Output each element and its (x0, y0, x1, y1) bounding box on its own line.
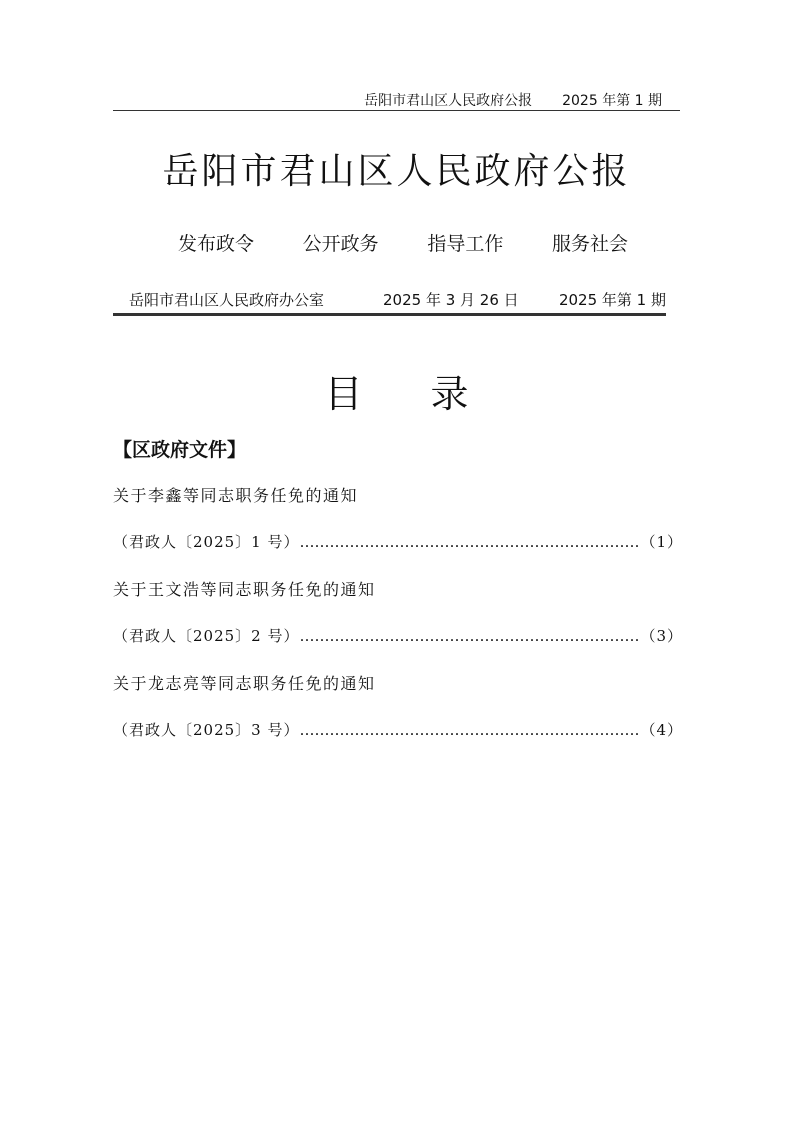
slogan-row (178, 230, 628, 258)
toc-entry-line (113, 716, 683, 744)
masthead-title: 岳阳市君山区人民政府公报 (162, 151, 631, 192)
issue-office: 岳阳市君山区人民政府办公室 (129, 291, 325, 309)
toc-doc-number: （君政人〔2025〕1 号） (113, 533, 300, 551)
slogan-item: 指导工作 (427, 233, 504, 255)
toc-leader-dots (300, 716, 641, 744)
toc-entry-line (113, 622, 683, 650)
toc-entry-line (113, 528, 683, 556)
issue-bar (113, 286, 666, 316)
running-header-issue: 2025 年第 1 期 (562, 93, 662, 109)
slogan-item: 公开政务 (302, 233, 379, 255)
section-heading: 【区政府文件】 (113, 439, 247, 461)
toc-entry[interactable] (113, 576, 683, 670)
toc-entry[interactable] (113, 670, 683, 764)
toc-entry[interactable] (113, 482, 683, 576)
issue-number: 2025 年第 1 期 (558, 291, 666, 309)
toc-leader-dots (300, 622, 641, 650)
toc-title: 目 录 (324, 372, 497, 416)
running-header-title: 岳阳市君山区人民政府公报 (364, 93, 533, 109)
running-header-text (364, 90, 662, 110)
toc-doc-number: （君政人〔2025〕3 号） (113, 721, 300, 739)
toc-list (113, 482, 683, 764)
toc-page-number: （1） (640, 533, 683, 551)
toc-entry-title[interactable]: 关于王文浩等同志职务任免的通知 (113, 580, 376, 599)
toc-entry-title[interactable]: 关于龙志亮等同志职务任免的通知 (113, 674, 376, 693)
toc-doc-number: （君政人〔2025〕2 号） (113, 627, 300, 645)
toc-entry-title[interactable]: 关于李鑫等同志职务任免的通知 (113, 486, 359, 505)
toc-leader-dots (300, 528, 641, 556)
slogan-item: 服务社会 (551, 233, 628, 255)
toc-page-number: （4） (640, 721, 683, 739)
toc-page-number: （3） (640, 627, 683, 645)
running-header (113, 88, 680, 111)
slogan-item: 发布政令 (178, 233, 255, 255)
issue-date: 2025 年 3 月 26 日 (383, 291, 519, 309)
